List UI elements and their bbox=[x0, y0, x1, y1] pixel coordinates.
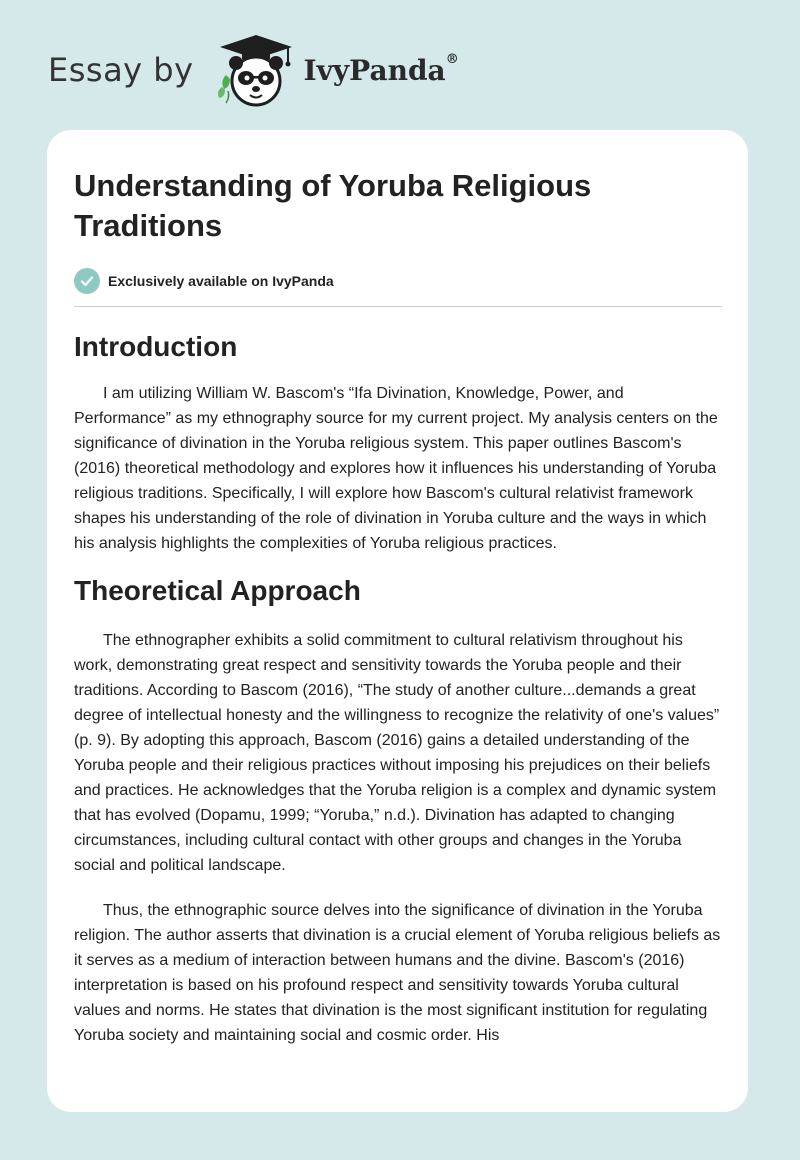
section-heading-theoretical-approach: Theoretical Approach bbox=[74, 575, 361, 606]
ivypanda-logo[interactable] bbox=[212, 31, 459, 109]
divider bbox=[74, 306, 722, 307]
site-header bbox=[48, 30, 648, 110]
essay-by-label: Essay by bbox=[48, 51, 194, 89]
panda-logo-icon bbox=[212, 31, 300, 109]
page-title: Understanding of Yoruba Religious Traditions bbox=[74, 168, 592, 243]
article-card bbox=[47, 130, 748, 1112]
section-heading-introduction: Introduction bbox=[74, 331, 238, 362]
exclusive-badge-text: Exclusively available on IvyPanda bbox=[108, 273, 334, 289]
exclusive-badge bbox=[74, 268, 722, 294]
brand-name: IvyPanda® bbox=[303, 51, 459, 87]
paragraph: I am utilizing William W. Bascom's “Ifa Divination, Knowledge, Power, and Performance” as my ethnography source for my current project. My analysis centers on the significance of divination in the Yoruba religious system. This paper outlines Bascom's (2016) theoretical methodology and explores how it influences his understanding of Yoruba religious traditions. Specifically, I will explore how Bascom's cultural relativist framework shapes his understanding of the role of divination in Yoruba culture and the ways in which his analysis highlights the complexities of Yoruba religious practices. bbox=[74, 385, 718, 552]
paragraph: The ethnographer exhibits a solid commitment to cultural relativism throughout his work, demonstrating great respect and sensitivity towards the Yoruba people and their traditions. According to Bascom (2016), “The study of another culture...demands a great degree of intellectual honesty and the willingness to recognize the relativity of one's values” (p. 9). By adopting this approach, Bascom (2016) gains a detailed understanding of the Yoruba people and their religious practices without imposing his prejudices on their beliefs and practices. He acknowledges that the Yoruba religion is a complex and dynamic system that has evolved (Dopamu, 1999; “Yoruba,” n.d.). Divination has adapted to changing circumstances, including cultural contact with other groups and changes in the Yoruba social and political landscape. bbox=[74, 632, 720, 874]
paragraph: Thus, the ethnographic source delves into the significance of divination in the Yoruba religion. The author asserts that divination is a crucial element of Yoruba religious beliefs as it serves as a medium of interaction between humans and the divine. Bascom's (2016) interpretation is based on his profound respect and sensitivity towards Yoruba cultural values and norms. He states that divination is the most significant institution for regulating Yoruba society and maintaining social and cosmic order. His bbox=[74, 902, 721, 1044]
check-circle-icon bbox=[74, 268, 100, 294]
